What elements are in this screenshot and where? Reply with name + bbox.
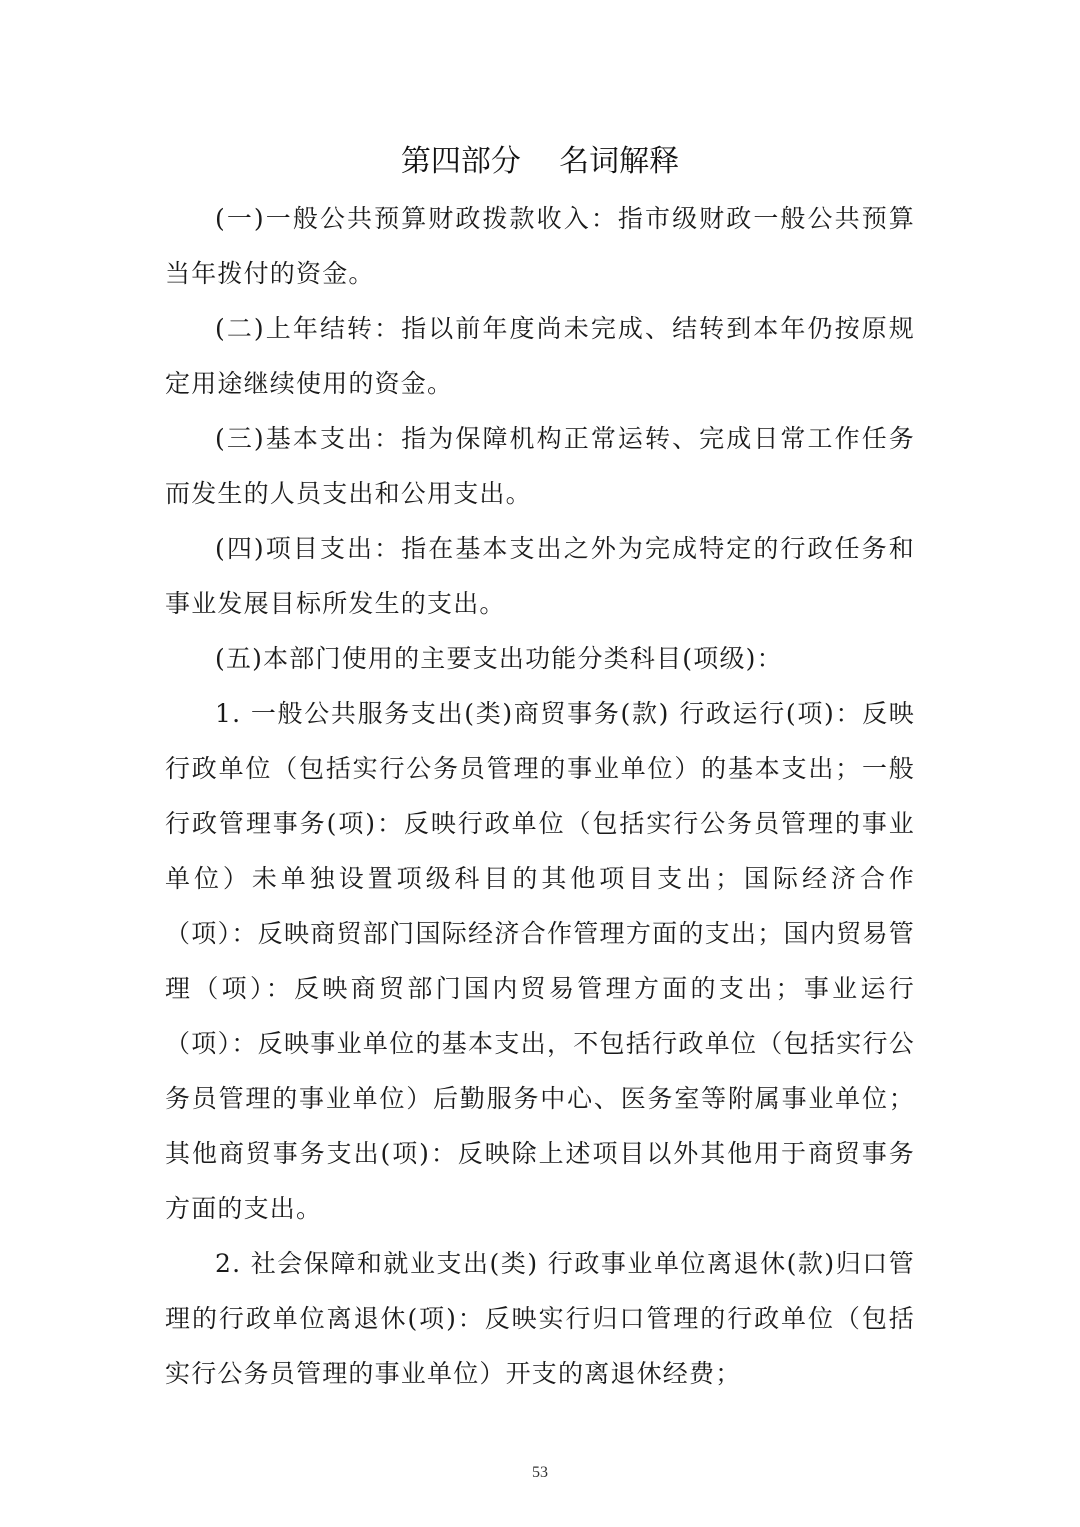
paragraph-project-expenditure: (四)项目支出：指在基本支出之外为完成特定的行政任务和事业发展目标所发生的支出。 [165,534,915,618]
paragraph-general-public-services: 1. 一般公共服务支出(类)商贸事务(款) 行政运行(项)：反映行政单位（包括实行公务员管理的事业单位）的基本支出；一般行政管理事务(项)：反映行政单位（包括实行公务员管理的事业单位）未单独设置项级科目的其他项目支出；国际经济合作（项）：反映商贸部门国际经济合作管理方面的支出；国内贸易管理（项）：反映商贸部门国内贸易管理方面的支出；事业运行（项）：反映事业单位的基本支出，不包括行政单位（包括实行公务员管理的事业单位）后勤服务中心、医务室等附属事业单位；其他商贸事务支出(项)：反映除上述项目以外其他用于商贸事务方面的支出。 [165,699,915,1223]
page-number: 53 [532,1464,548,1481]
paragraph-general-budget-revenue: (一)一般公共预算财政拨款收入：指市级财政一般公共预算当年拨付的资金。 [165,204,915,288]
paragraph-basic-expenditure: (三)基本支出：指为保障机构正常运转、完成日常工作任务而发生的人员支出和公用支出。 [165,424,915,508]
page-title: 第四部分 名词解释 [400,144,680,179]
paragraph-social-security: 2. 社会保障和就业支出(类) 行政事业单位离退休(款)归口管理的行政单位离退休(项)：反映实行归口管理的行政单位（包括实行公务员管理的事业单位）开支的离退休经费； [165,1249,915,1388]
paragraph-prior-year-carryover: (二)上年结转：指以前年度尚未完成、结转到本年仍按原规定用途继续使用的资金。 [165,314,915,398]
document-body [165,191,915,1401]
paragraph-functional-classification: (五)本部门使用的主要支出功能分类科目(项级)： [215,644,783,673]
